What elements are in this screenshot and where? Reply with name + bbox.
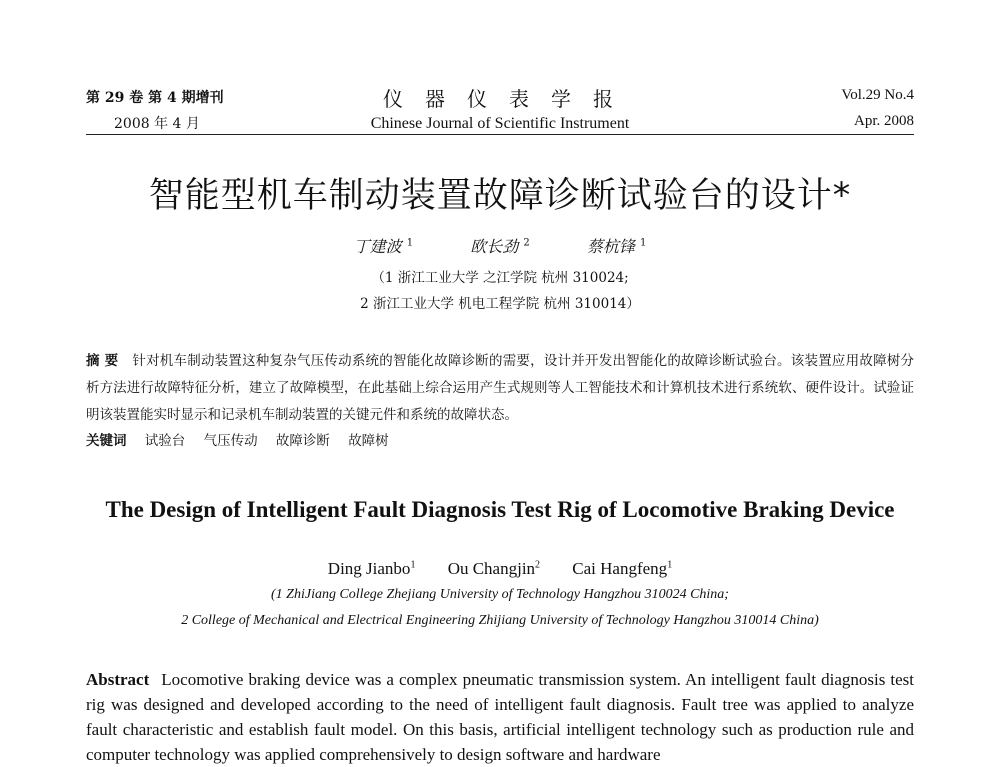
abstract-en-text: Locomotive braking device was a complex pneumatic transmission system. An intelligent fault diagnosis test rig was designed and developed according to the need of intelligent fault diagnosis. Fault tree was applied to analyze fault characteristic and establish fault model. On this basis, artificial intelligent technology such as production rule and computer technology was applied comprehensively to design software and hardware bbox=[86, 670, 914, 764]
date-en: Apr. 2008 bbox=[854, 113, 914, 129]
authors-cn bbox=[0, 234, 1000, 257]
abstract-en bbox=[86, 667, 914, 767]
author-cn: 丁建波 $^1$ bbox=[353, 237, 414, 256]
abstract-en-label: Abstract bbox=[86, 670, 150, 689]
author-cn: 蔡杭锋 $^1$ bbox=[586, 237, 647, 256]
affiliation-en-1: (1 ZhiJiang College Zhejiang University of Technology Hangzhou 310024 China; bbox=[271, 587, 729, 602]
keywords-cn bbox=[86, 429, 403, 449]
affiliation-cn-2: 2 浙江工业大学 机电工程学院 杭州 310014） bbox=[360, 296, 640, 312]
date-cn: 2008 年 4 月 bbox=[114, 116, 200, 132]
affiliation-cn-1: （1 浙江工业大学 之江学院 杭州 310024; bbox=[371, 270, 629, 286]
abstract-cn-label: 摘 要 bbox=[86, 353, 119, 369]
journal-header-top bbox=[86, 87, 914, 111]
author-en: Ding Jianbo$^1$ bbox=[327, 559, 416, 578]
keyword: 气压传动 bbox=[203, 433, 258, 449]
keywords-cn-label: 关键词 bbox=[86, 433, 127, 449]
author-en: Cai Hangfeng$^1$ bbox=[572, 559, 673, 578]
paper-title-en: The Design of Intelligent Fault Diagnosis Test Rig of Locomotive Braking Device bbox=[105, 497, 895, 522]
journal-name-cn: 仪器仪表学报 bbox=[383, 87, 635, 111]
paper-title-cn: 智能型机车制动装置故障诊断试验台的设计* bbox=[148, 176, 852, 216]
volume-issue-cn: 第 29 卷 第 4 期增刊 bbox=[86, 90, 224, 106]
author-cn: 欧长劲 $^2$ bbox=[470, 237, 530, 256]
keyword: 故障树 bbox=[348, 433, 389, 449]
abstract-cn bbox=[86, 348, 914, 429]
authors-en bbox=[0, 559, 1000, 579]
journal-name-en: Chinese Journal of Scientific Instrument bbox=[370, 115, 630, 132]
keyword: 试验台 bbox=[144, 433, 186, 449]
abstract-cn-text: 针对机车制动装置这种复杂气压传动系统的智能化故障诊断的需要，设计并开发出智能化的故障诊断试验台。该装置应用故障树分析方法进行故障特征分析，建立了故障模型，在此基础上综合运用产生式规则等人工智能技术和计算机技术进行系统软、硬件设计。试验证明该装置能实时显示和记录机车制动装置的关键元件和系统的故障状态。 bbox=[86, 353, 915, 423]
header-rule bbox=[86, 134, 914, 135]
author-en: Ou Changjin$^2$ bbox=[447, 559, 541, 578]
affiliation-en-2: 2 College of Mechanical and Electrical Engineering Zhijiang University of Technology Hangzhou 310014 China) bbox=[181, 613, 819, 628]
keyword: 故障诊断 bbox=[275, 433, 330, 449]
volume-issue-en: Vol.29 No.4 bbox=[841, 87, 914, 103]
